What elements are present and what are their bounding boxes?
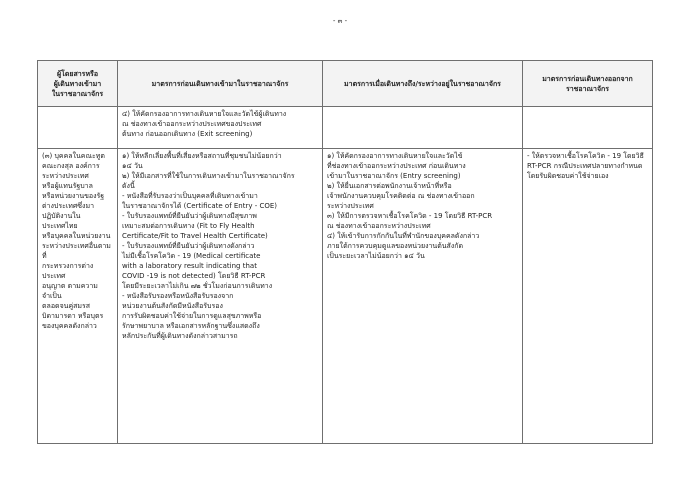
cell-line: รักษาพยาบาล หรือเอกสารหลักฐานซึ่งแสดงถึง bbox=[122, 322, 260, 330]
row2-travelers-cell bbox=[38, 149, 118, 444]
cell-line: หลักประกันที่ผู้เดินทางดังกล่าวสามารถ bbox=[122, 332, 238, 340]
cell-line: Certificate/Fit to Travel Health Certificate) bbox=[122, 232, 268, 240]
cell-line: - หนังสือที่รับรองว่าเป็นบุคคลที่เดินทางเข้ามา bbox=[122, 192, 258, 200]
cell-line: การรับผิดชอบค่าใช้จ่ายในการดูแลสุขภาพหรือ bbox=[122, 312, 262, 320]
cell-line: โดยมีระยะเวลาไม่เกิน ๗๒ ชั่วโมงก่อนการเดินทาง bbox=[122, 282, 273, 290]
cell-line: ๔) ให้เข้ารับการกักกันในที่พำนักของบุคคลดังกล่าว bbox=[327, 232, 480, 240]
cell-line: เป็นระยะเวลาไม่น้อยกว่า ๑๔ วัน bbox=[327, 252, 425, 260]
header-text: มาตรการก่อนเดินทางออกจาก ราชอาณาจักร bbox=[542, 74, 633, 93]
cell-line: ๒) ให้ยื่นเอกสารต่อพนักงานเจ้าหน้าที่หรือ bbox=[327, 182, 452, 190]
cell-line: เหมาะสมต่อการเดินทาง (Fit to Fly Health bbox=[122, 222, 255, 230]
row1-on-arrival-cell bbox=[323, 107, 523, 149]
cell-line: - หนังสือรับรองหรือหนังสือรับรองจาก bbox=[122, 292, 234, 300]
cell-line: เข้ามาในราชอาณาจักร (Entry screening) bbox=[327, 172, 461, 180]
cell-line: - ใบรับรองแพทย์ที่ยืนยันว่าผู้เดินทางมีสุขภาพ bbox=[122, 212, 257, 220]
cell-line: หรือผู้แทนรัฐบาล bbox=[42, 182, 93, 190]
cell-line: COVID -19 is not detected) โดยวิธี RT-PCR bbox=[122, 272, 266, 280]
row1-travelers-cell bbox=[38, 107, 118, 149]
row1-before-entry-cell bbox=[118, 107, 323, 149]
table-row bbox=[38, 107, 653, 149]
cell-line: RT-PCR กรณีประเทศปลายทางกำหนด bbox=[527, 162, 643, 170]
row2-before-entry-cell bbox=[118, 149, 323, 444]
header-before-entry bbox=[118, 61, 323, 107]
cell-line: ดังนี้ bbox=[122, 182, 135, 190]
header-travelers bbox=[38, 61, 118, 107]
header-text: ผู้โดยสารหรือ ผู้เดินทางเข้ามา ในราชอาณาจักร bbox=[51, 69, 104, 98]
cell-line: เจ้าพนักงานควบคุมโรคติดต่อ ณ ช่องทางเข้าออก bbox=[327, 192, 475, 200]
cell-line: ๒) ให้มีเอกสารที่ใช้ในการเดินทางเข้ามาในราชอาณาจักร bbox=[122, 172, 295, 180]
header-row bbox=[38, 61, 653, 107]
measures-table bbox=[37, 60, 653, 444]
cell-line: ๓) ให้มีการตรวจหาเชื้อโรคโควิด - 19 โดยวิธี RT-PCR bbox=[327, 212, 493, 220]
cell-line: ระหว่างประเทศอื่นตามที่ bbox=[42, 242, 111, 260]
cell-line: คณะกงสุล องค์การ bbox=[42, 162, 100, 170]
cell-line: ต่างประเทศซึ่งมา bbox=[42, 202, 95, 210]
header-text: มาตรการเมื่อเดินทางถึง/ระหว่างอยู่ในราชอาณาจักร bbox=[344, 79, 501, 88]
cell-line: with a laboratory result indicating that bbox=[122, 262, 257, 270]
cell-line: ระหว่างประเทศ bbox=[42, 172, 89, 180]
row2-before-departure-cell bbox=[523, 149, 653, 444]
cell-line: ต้นทาง ก่อนออกเดินทาง (Exit screening) bbox=[122, 130, 253, 138]
page-number: - ๓ - bbox=[332, 17, 348, 25]
cell-line: อนุญาต ตามความจำเป็น bbox=[42, 282, 98, 300]
cell-line: ในราชอาณาจักรได้ (Certificate of Entry - COE) bbox=[122, 202, 278, 210]
header-text: มาตรการก่อนเดินทางเข้ามาในราชอาณาจักร bbox=[151, 79, 289, 88]
cell-line: หน่วยงานต้นสังกัดมีหนังสือรับรอง bbox=[122, 302, 223, 310]
cell-line: (๓) บุคคลในคณะทูต bbox=[42, 152, 105, 160]
cell-line: ตลอดจนคู่สมรส bbox=[42, 302, 91, 310]
cell-line: ปฏิบัติงานในประเทศไทย bbox=[42, 212, 81, 230]
cell-line: - ใบรับรองแพทย์ที่ยืนยันว่าผู้เดินทางดังกล่าว bbox=[122, 242, 255, 250]
table-row bbox=[38, 149, 653, 444]
cell-line: หรือหน่วยงานของรัฐ bbox=[42, 192, 105, 200]
cell-line: ภายใต้การควบคุมดูแลของหน่วยงานต้นสังกัด bbox=[327, 242, 464, 250]
cell-line: โดยรับผิดชอบค่าใช้จ่ายเอง bbox=[527, 172, 609, 180]
cell-line: ณ ช่องทางเข้าออกระหว่างประเทศ bbox=[327, 222, 431, 230]
header-on-arrival bbox=[323, 61, 523, 107]
cell-line: ไม่มีเชื้อโรคโควิด - 19 (Medical certificate bbox=[122, 252, 261, 260]
cell-line: ๔) ให้คัดกรองอาการทางเดินหายใจและวัดไข้ผู้เดินทาง bbox=[122, 110, 287, 118]
cell-line: หรือบุคคลในหน่วยงาน bbox=[42, 232, 111, 240]
cell-line: ณ ช่องทางเข้าออกระหว่างประเทศของประเทศ bbox=[122, 120, 262, 128]
cell-line: ของบุคคลดังกล่าว bbox=[42, 322, 97, 330]
cell-line: ที่ช่องทางเข้าออกระหว่างประเทศ ก่อนเดินทาง bbox=[327, 162, 466, 170]
cell-line: - ให้ตรวจหาเชื้อโรคโควิด - 19 โดยวิธี bbox=[527, 152, 644, 160]
cell-line: ระหว่างประเทศ bbox=[327, 202, 374, 210]
header-before-departure bbox=[523, 61, 653, 107]
cell-line: กระทรวงการต่างประเทศ bbox=[42, 262, 94, 280]
cell-line: ๑๔ วัน bbox=[122, 162, 143, 170]
cell-line: บิดามารดา หรือบุตร bbox=[42, 312, 104, 320]
cell-line: ๑) ให้คัดกรองอาการทางเดินหายใจและวัดไข้ bbox=[327, 152, 463, 160]
row2-on-arrival-cell bbox=[323, 149, 523, 444]
row1-before-departure-cell bbox=[523, 107, 653, 149]
cell-line: ๑) ให้หลีกเลี่ยงพื้นที่เสี่ยงหรือสถานที่ชุมชนไม่น้อยกว่า bbox=[122, 152, 282, 160]
